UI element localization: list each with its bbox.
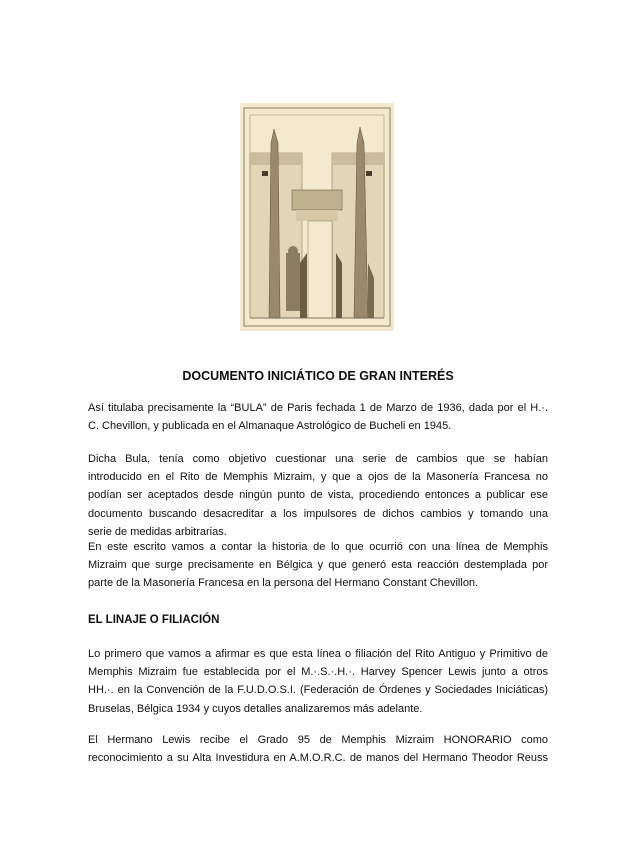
- paragraph-4: [88, 645, 548, 718]
- paragraph-3: [88, 538, 548, 593]
- text-line: parte de la Masonería Francesa en la persona del Hermano Constant Chevillon.: [88, 577, 479, 590]
- document-title: DOCUMENTO INICIÁTICO DE GRAN INTERÉS: [182, 369, 454, 383]
- text-line: Así titulaba precisamente la “BULA” de Paris fechada 1 de Marzo de 1936, dada por el H.·.: [88, 402, 548, 414]
- text-line: En este escrito vamos a contar la historia de lo que ocurrió con una línea de Memphis: [88, 541, 548, 553]
- text-line: Memphis Mizraim fue establecida por el M.·.S.·.H.·. Harvey Spencer Lewis junto a otros: [88, 666, 548, 679]
- paragraph-5: [88, 731, 548, 767]
- paragraph-1: [88, 399, 548, 435]
- paragraph-2: [88, 450, 548, 541]
- text-line: HH.·. en la Convención de la F.U.D.O.S.I. (Federación de Órdenes y Sociedades Iniciáticas): [88, 684, 548, 697]
- text-line: serie de medidas arbitrarias.: [88, 525, 227, 538]
- text-line: Dicha Bula, tenía como objetivo cuestionar una serie de cambios que se habían: [88, 453, 548, 465]
- text-line: reconocimiento a su Alta Investidura en A.M.O.R.C. de manos del Hermano Theodor Reuss: [88, 752, 548, 765]
- text-line: Mizraim que surge precisamente en Bélgica y que generó esta reacción destemplada por: [88, 559, 548, 572]
- text-line: Lo primero que vamos a afirmar es que esta línea o filiación del Rito Antiguo y Primitivo de: [88, 648, 548, 660]
- text-line: podían ser aceptados desde ningún punto de vista, procediendo entonces a publicar ese: [88, 489, 548, 502]
- text-line: introducido en el Rito de Memphis Mizraim, y que a ojos de la Masonería Francesa no: [88, 471, 548, 484]
- text-line: C. Chevillon, y publicada en el Almanaque Astrológico de Bucheli en 1945.: [88, 420, 452, 433]
- text-line: documento buscando desacreditar a los impulsores de dichos cambios y tomando una: [88, 507, 548, 520]
- section-heading: EL LINAJE O FILIACIÓN: [88, 614, 220, 626]
- text-line: Bruselas, Bélgica 1934 y cuyos detalles analizaremos más adelante.: [88, 702, 423, 715]
- egyptian-temple-engraving: [240, 103, 394, 331]
- text-line: El Hermano Lewis recibe el Grado 95 de Memphis Mizraim HONORARIO como: [88, 734, 548, 746]
